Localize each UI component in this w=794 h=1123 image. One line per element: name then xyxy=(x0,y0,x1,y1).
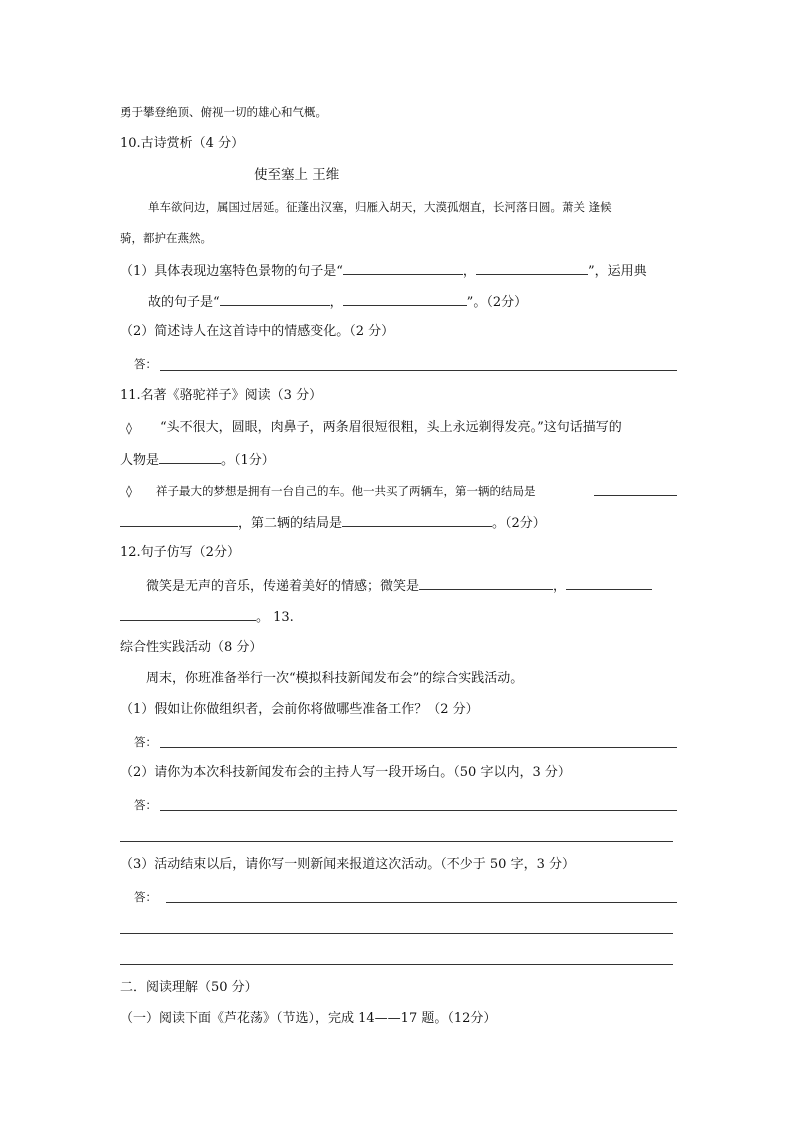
answer-line[interactable] xyxy=(120,933,673,934)
question-text: 。 13. xyxy=(256,610,294,625)
question-text: 故的句子是“ xyxy=(148,295,220,310)
question-text: 。（1分） xyxy=(221,453,275,468)
question-10-1-line-b xyxy=(148,293,527,311)
answer-line[interactable] xyxy=(160,810,677,811)
answer-blank[interactable] xyxy=(419,577,553,590)
question-10-1-line-a xyxy=(120,262,647,280)
question-13-3: （3）活动结束以后，请你写一则新闻来报道这次活动。（不少于 50 字，3 分） xyxy=(120,857,575,872)
answer-blank[interactable] xyxy=(476,262,588,275)
question-11-2-line-b xyxy=(120,514,546,532)
poem-title: 使至塞上 王维 xyxy=(254,167,340,183)
question-text: 微笑是无声的音乐，传递着美好的情感；微笑是 xyxy=(146,579,420,594)
question-text: ”，运用典 xyxy=(587,264,647,279)
answer-blank[interactable] xyxy=(120,608,256,621)
question-text: ， xyxy=(462,264,476,279)
text-line: 勇于攀登绝顶、俯视一切的雄心和气概。 xyxy=(120,105,327,119)
poem-line-1: 单车欲问边，属国过居延。征蓬出汉塞，归雁入胡天，大漠孤烟直，长河落日圆。萧关 逢候 xyxy=(148,200,612,214)
bullet-icon: ◊ xyxy=(126,484,132,498)
question-text: 。（2分） xyxy=(492,516,546,531)
question-13-2: （2）请你为本次科技新闻发布会的主持人写一段开场白。（50 字以内，3 分） xyxy=(120,765,571,780)
question-text: （1）具体表现边塞特色景物的句子是“ xyxy=(120,264,343,279)
answer-label: 答： xyxy=(134,890,157,904)
answer-line[interactable] xyxy=(166,902,677,903)
question-text: ”。（2分） xyxy=(466,295,528,310)
answer-label: 答： xyxy=(134,735,157,749)
answer-blank[interactable] xyxy=(159,451,221,464)
question-11-title: 11.名著《骆驼祥子》阅读（3 分） xyxy=(120,388,323,403)
question-12-line-a xyxy=(146,577,652,595)
question-11-1-line-b xyxy=(120,451,275,469)
question-text: ， xyxy=(553,579,567,594)
answer-blank[interactable] xyxy=(343,262,463,275)
answer-blank[interactable] xyxy=(220,293,330,306)
question-text: 人物是 xyxy=(120,453,160,468)
question-10-2: （2）简述诗人在这首诗中的情感变化。（2 分） xyxy=(120,324,395,339)
question-11-2-line-a: 祥子最大的梦想是拥有一台自己的车。他一共买了两辆车，第一辆的结局是 xyxy=(156,484,536,498)
question-10-title: 10.古诗赏析（4 分） xyxy=(120,136,245,151)
question-12-title: 12.句子仿写（2分） xyxy=(120,545,240,560)
bullet-icon: ◊ xyxy=(126,421,132,435)
answer-blank[interactable] xyxy=(342,514,492,527)
answer-label: 答： xyxy=(134,357,157,371)
section-2-part-1: （一）阅读下面《芦花荡》（节选），完成 14——17 题。（12分） xyxy=(120,1011,497,1026)
answer-blank[interactable] xyxy=(566,577,652,590)
answer-label: 答： xyxy=(134,798,157,812)
question-13-1: （1）假如让你做组织者，会前你将做哪些准备工作？（2 分） xyxy=(120,702,479,717)
answer-line[interactable] xyxy=(120,841,673,842)
question-text: ，第二辆的结局是 xyxy=(238,516,343,531)
answer-line[interactable] xyxy=(120,964,673,965)
answer-blank[interactable] xyxy=(594,495,677,496)
question-11-1-line-a: “头不很大，圆眼，肉鼻子，两条眉很短很粗，头上永远剃得发亮。”这句话描写的 xyxy=(160,420,622,435)
answer-line[interactable] xyxy=(160,747,677,748)
question-13-title: 综合性实践活动（8 分） xyxy=(120,640,263,655)
answer-line[interactable] xyxy=(160,370,677,371)
section-2-title: 二．阅读理解（50 分） xyxy=(120,980,258,995)
answer-blank[interactable] xyxy=(120,514,238,527)
poem-line-2: 骑，都护在燕然。 xyxy=(120,231,212,245)
answer-blank[interactable] xyxy=(343,293,467,306)
question-13-intro: 周末，你班准备举行一次“模拟科技新闻发布会”的综合实践活动。 xyxy=(146,671,524,686)
question-12-line-b xyxy=(120,608,294,626)
question-text: ， xyxy=(329,295,343,310)
